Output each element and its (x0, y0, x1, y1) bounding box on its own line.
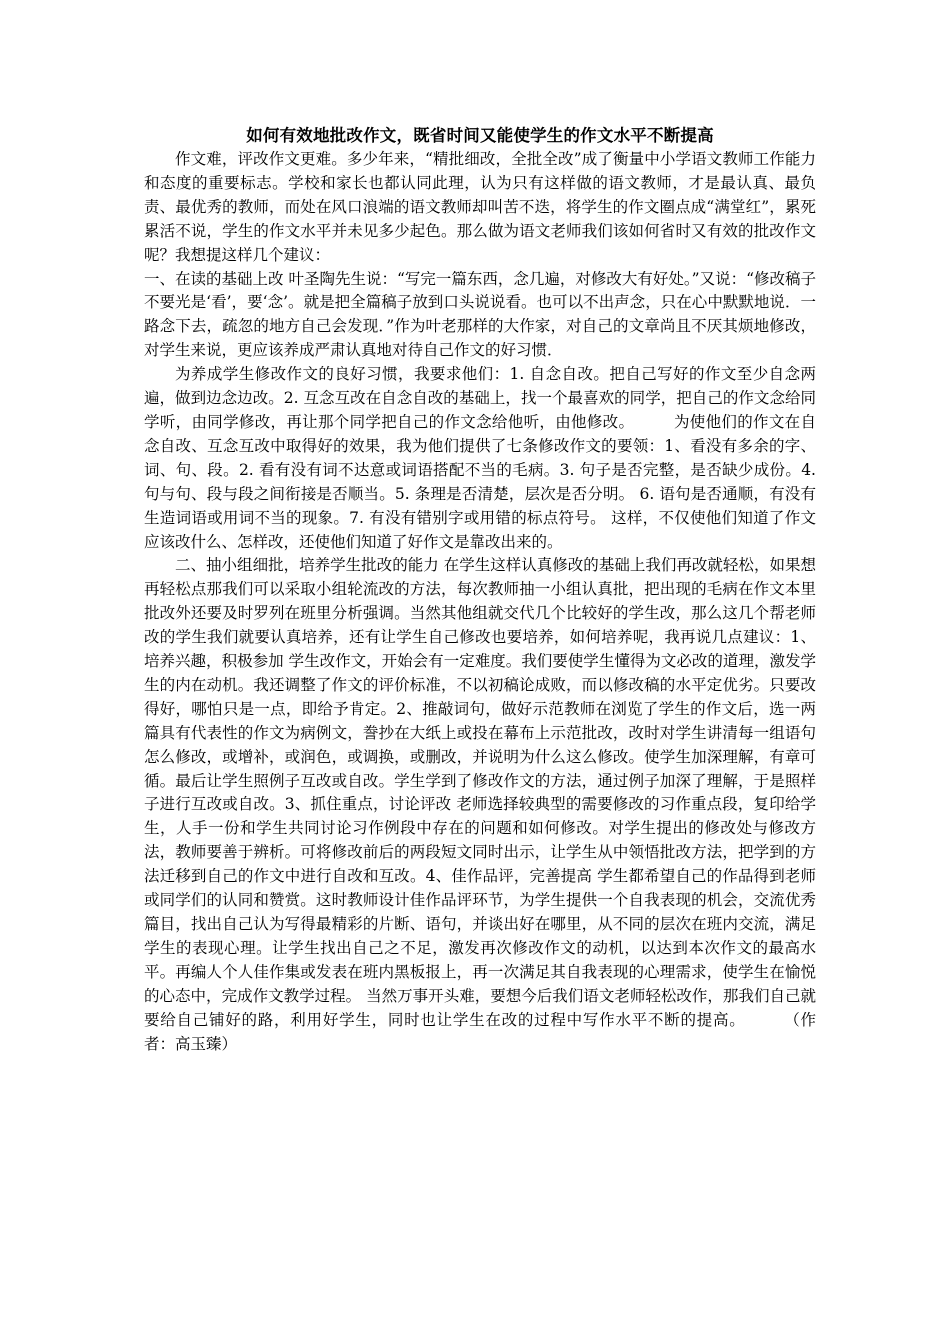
document-title: 如何有效地批改作文，既省时间又能使学生的作文水平不断提高 (246, 126, 714, 145)
paragraph-section-two-text: 二、抽小组细批，培养学生批改的能力 在学生这样认真修改的基础上我们再改就轻松，如果想再轻松点那我们可以采取小组轮流改的方法，每次教师抽一小组认真批，把出现的毛病在作文本里批改外还要及时罗列在班里分析强调。当然其他组就交代几个比较好的学生改，那么这几个帮老师改的学生我们就要认真培养，还有让学生自己修改也要培养，如何培养呢，我再说几点建议：1、培养兴趣，积极参加 学生改作文，开始会有一定难度。我们要使学生懂得为文必改的道理，激发学生的内在动机。我还调整了作文的评价标准，不以初稿论成败，而以修改稿的水平定优劣。只要改得好，哪怕只是一点，即给予肯定。2、推敲词句，做好示范教师在浏览了学生的作文后，选一两篇具有代表性的作文为病例文，誊抄在大纸上或投在幕布上示范批改，改时对学生讲清每一组语句怎么修改，或增补，或润色，或调换，或删改，并说明为什么这么修改。使学生加深理解，有章可循。最后让学生照例子互改或自改。学生学到了修改作文的方法，通过例子加深了理解，于是照样子进行互改或自改。3、抓住重点，讨论评改 老师选择较典型的需要修改的习作重点段，复印给学生，人手一份和学生共同讨论习作例段中存在的问题和如何修改。对学生提出的修改处与修改方法，教师要善于辨析。可将修改前后的两段短文同时出示，让学生从中领悟批改方法，把学到的方法迁移到自己的作文中进行自改和互改。4、佳作品评，完善提高 学生都希望自己的作品得到老师或同学们的认同和赞赏。这时教师设计佳作品评环节，为学生提供一个自我表现的机会，交流优秀篇目，找出自己认为写得最精彩的片断、语句，并谈出好在哪里，从不同的层次在班内交流，满足学生的表现心理。让学生找出自己之不足，激发再次修改作文的动机，以达到本次作文的最高水平。再编人个人佳作集或发表在班内黑板报上，再一次满足其自我表现的心理需求，使学生在愉悦的心态中，完成作文教学过程。 当然万事开头难，要想今后我们语文老师轻松改作，那我们自己就要给自己铺好的路，利用好学生，同时也让学生在改的过程中写作水平不断的提高。 (144, 556, 816, 1029)
paragraph-habits: 为养成学生修改作文的良好习惯，我要求他们：1. 自念自改。把自己写好的作文至少自念两遍，做到边念边改。2. 互念互改在自念自改的基础上，找一个最喜欢的同学，把自己的作文念给同学听，由同学修改，再让那个同学把自己的作文念给他听，由他修改。 为使他们的作文在自念自改、互念互改中取得好的效果，我为他们提供了七条修改作文的要领：1、看没有多余的字、词、句、段。2. 看有没有词不达意或词语搭配不当的毛病。3. 句子是否完整，是否缺少成份。4. 句与句、段与段之间衔接是否顺当。5. 条理是否清楚，层次是否分明。 6. 语句是否通顺，有没有生造词语或用词不当的现象。7. 有没有错别字或用错的标点符号。 这样，不仅使他们知道了作文应该改什么、怎样改，还使他们知道了好作文是靠改出来的。 (144, 365, 817, 551)
author-credit: （作者：高玉臻） (144, 1010, 816, 1053)
paragraph-section-two (144, 554, 816, 1056)
paragraph-intro: 作文难，评改作文更难。多少年来，“精批细改，全批全改”成了衡量中小学语文教师工作能力和态度的重要标志。学校和家长也都认同此理，认为只有这样做的语文教师，才是最认真、最负责、最优秀的教师，而处在风口浪端的语文教师却叫苦不迭，将学生的作文圈点成“满堂红”，累死累活不说，学生的作文水平并未见多少起色。那么做为语文老师我们该如何省时又有效的批改作文呢？我想提这样几个建议： (144, 150, 816, 264)
document-page (144, 124, 816, 1056)
paragraph-section-one: 一、在读的基础上改 叶圣陶先生说：“写完一篇东西，念几遍，对修改大有好处。”又说：“修改稿子不要光是‘看’，要‘念’。就是把全篇稿子放到口头说说看。也可以不出声念，只在心中默默地说．一路念下去，疏忽的地方自己会发现．”作为叶老那样的大作家，对自己的文章尚且不厌其烦地修改，对学生来说，更应该养成严肃认真地对待自己作文的好习惯． (144, 269, 816, 360)
